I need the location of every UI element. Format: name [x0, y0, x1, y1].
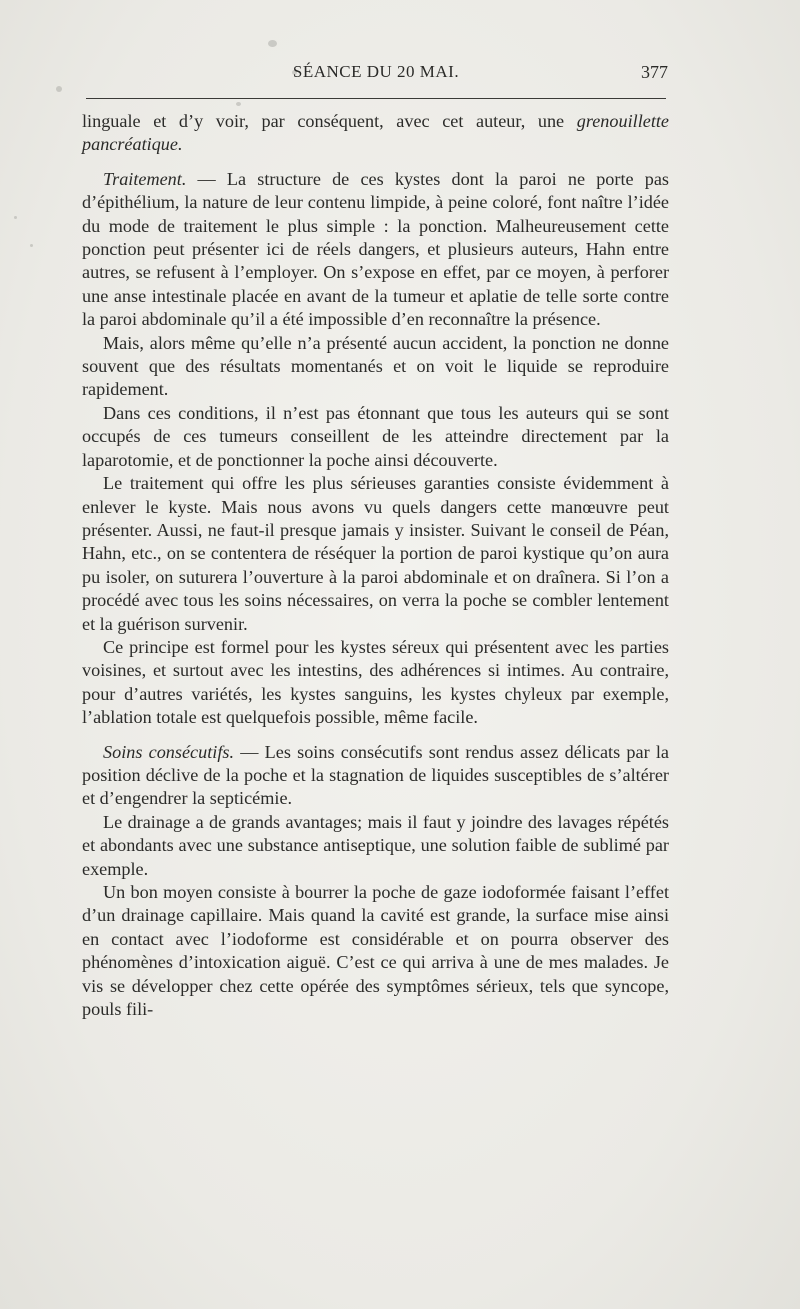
paragraph-soins-consecutifs: [82, 741, 669, 811]
section-heading-traitement: Traitement.: [103, 168, 187, 189]
paragraph: [82, 881, 669, 1021]
scan-speck: [30, 244, 33, 247]
paragraph-continuation: [82, 110, 669, 157]
paragraph: [82, 636, 669, 730]
page-header: [82, 62, 670, 86]
paragraph-text: linguale et d’y voir, par conséquent, avec cet auteur, une: [82, 111, 577, 131]
section-heading-soins: Soins consécutifs.: [103, 741, 234, 762]
page-number: 377: [641, 62, 668, 82]
paragraph-text: Le traitement qui offre les plus sérieuses garanties consiste évidemment à enlever le kyste. Mais nous avons vu quels dangers cette manœuvre peut présenter. Aussi, ne faut-il presque jamais y insister. Suivant le conseil de Péan, Hahn, etc., on se contentera de réséquer la portion de paroi kystique qu’on aura pu isoler, on suturera l’ouverture à la paroi abdominale et on draînera. Si l’on a procédé avec tous les soins nécessaires, on verra la poche se combler lentement et la guérison survenir.: [82, 473, 669, 634]
scan-speck: [14, 216, 17, 219]
paragraph-text: — Les soins consécutifs sont rendus assez délicats par la position déclive de la poche et la stagnation de liquides susceptibles de s’altérer et d’engendrer la septicémie.: [82, 741, 669, 809]
scan-speck: [56, 86, 62, 92]
body-text: [82, 110, 669, 1021]
paragraph: [82, 811, 669, 881]
paragraph-text: Le drainage a de grands avantages; mais il faut y joindre des lavages répétés et abondants avec une substance antiseptique, une solution faible de sublimé par exemple.: [82, 811, 669, 879]
paragraph-text: Un bon moyen consiste à bourrer la poche de gaze iodoformée faisant l’effet d’un drainage capillaire. Mais quand la cavité est grande, la surface mise ainsi en contact avec l’iodoforme est considérable et on pourra observer des phénomènes d’intoxication aiguë. C’est ce qui arriva à une de mes malades. Je vis se développer chez cette opérée des symptômes sérieux, tels que syncope, pouls fili-: [82, 882, 669, 1020]
paragraph: [82, 402, 669, 472]
paragraph-text: Ce principe est formel pour les kystes séreux qui présentent avec les parties voisines, et surtout avec les intestins, des adhérences si intimes. Au contraire, pour d’autres variétés, les kystes sanguins, les kystes chyleux par exemple, l’ablation totale est quelquefois possible, même facile.: [82, 636, 669, 728]
paragraph: [82, 472, 669, 636]
paragraph-text: Mais, alors même qu’elle n’a présenté aucun accident, la ponction ne donne souvent que des résultats momentanés et on voit le liquide se reproduire rapidement.: [82, 332, 669, 400]
scan-speck: [268, 40, 277, 47]
paragraph-text: Dans ces conditions, il n’est pas étonnant que tous les auteurs qui se sont occupés de ces tumeurs conseillent de les atteindre directement par la laparotomie, et de ponctionner la poche ainsi découverte.: [82, 402, 669, 470]
scan-speck: [236, 102, 241, 106]
paragraph: [82, 332, 669, 402]
header-rule: [86, 98, 666, 99]
italic-term: grenouillette pancréatique.: [82, 111, 669, 155]
paragraph-traitement: [82, 168, 669, 332]
running-title: SÉANCE DU 20 MAI.: [292, 62, 460, 81]
paragraph-text: — La structure de ces kystes dont la paroi ne porte pas d’épithélium, la nature de leur contenu limpide, à peine coloré, font naître l’idée du mode de traitement le plus simple : la ponction. Malheureusement cette ponction peut présenter ici de réels dangers, et plusieurs auteurs, Hahn entre autres, se refusent à l’employer. On s’expose en effet, par ce moyen, à perforer une anse intestinale placée en avant de la tumeur et aplatie de telle sorte contre la paroi abdominale qu’il a été impossible d’en reconnaître la présence.: [82, 168, 669, 330]
